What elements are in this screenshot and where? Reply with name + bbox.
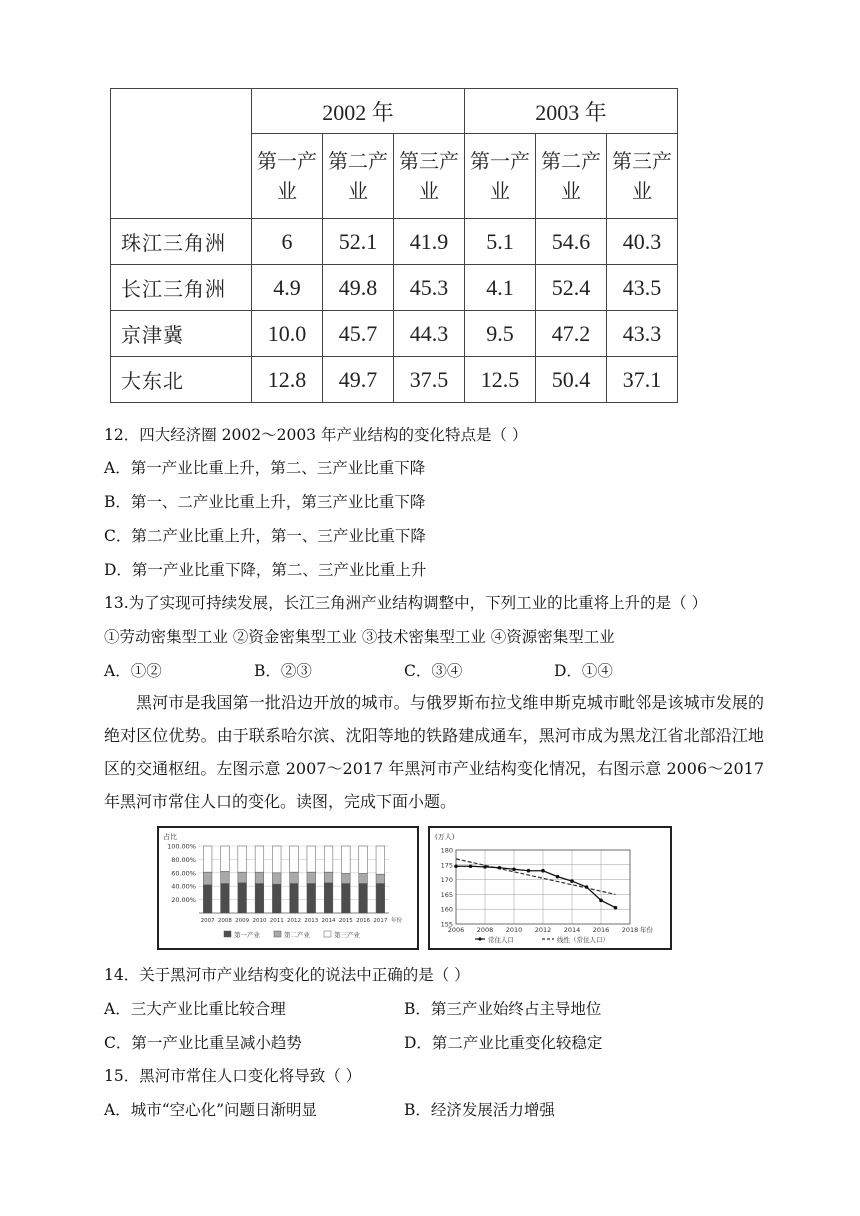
value-cell: 10.0 <box>252 311 323 357</box>
table-row <box>111 357 678 403</box>
data-point <box>570 879 574 883</box>
region-name-cell: 大东北 <box>111 357 252 403</box>
value-cell: 6 <box>252 219 323 265</box>
x-tick-label: 2017 <box>373 918 388 924</box>
passage-text: 黑河市是我国第一批沿边开放的城市。与俄罗斯布拉戈维申斯克城市毗邻是该城市发展的绝对区位优势。由于联系哈尔滨、沈阳等地的铁路建成通车，黑河市成为黑龙江省北部沿江地区的交通枢纽。左图示意 2007～2017 年黑河市产业结构变化情况，右图示意 2006～2017 年黑河市常住人口的变化。读图，完成下面小题。 <box>104 693 764 811</box>
region-name-cell: 珠江三角洲 <box>111 219 252 265</box>
q14-option-c: C．第一产业比重呈减小趋势 <box>104 1034 302 1052</box>
x-tick-label: 2011 <box>269 918 284 924</box>
y-tick-label: 100.00% <box>167 842 196 851</box>
value-cell: 12.8 <box>252 357 323 403</box>
bar-segment <box>342 846 351 873</box>
bar-segment <box>359 884 368 913</box>
bar-segment <box>324 846 333 872</box>
bar-segment <box>272 884 281 913</box>
y-tick-label: 60.00% <box>171 869 196 878</box>
q15-stem: 15．黑河市常住人口变化将导致（ ） <box>104 1067 362 1085</box>
y-tick-label: 175 <box>440 861 453 870</box>
x-tick-label: 2010 <box>252 918 267 924</box>
value-cell: 37.1 <box>607 357 678 403</box>
bar-segment <box>290 872 299 883</box>
bar-segment <box>342 873 351 883</box>
bar-segment <box>342 884 351 913</box>
y-tick-label: 80.00% <box>171 855 196 864</box>
value-cell: 43.5 <box>607 265 678 311</box>
q13-option-a: A．①② <box>104 662 162 680</box>
bar-segment <box>221 884 230 913</box>
y-tick-label: 155 <box>440 920 453 929</box>
bar-segment <box>376 884 385 913</box>
x-tick-label: 2015 <box>338 918 353 924</box>
q13-option-b: B．②③ <box>254 662 312 680</box>
y-axis-label: 占比 <box>163 833 177 841</box>
q12-stem: 12．四大经济圈 2002～2003 年产业结构的变化特点是（ ） <box>104 426 528 444</box>
table-row <box>111 219 678 265</box>
q14-option-d: D．第二产业比重变化较稳定 <box>404 1034 603 1052</box>
industry-bar-chart <box>157 826 419 950</box>
table-row <box>111 265 678 311</box>
bar-segment <box>272 873 281 884</box>
bar-segment <box>359 846 368 873</box>
value-cell: 5.1 <box>465 219 536 265</box>
industry-header-cell: 第三产业 <box>607 134 678 219</box>
x-tick-label: 2014 <box>321 918 336 924</box>
industry-header-cell: 第一产业 <box>465 134 536 219</box>
bar-segment <box>255 872 264 883</box>
x-tick-label: 2012 <box>534 926 552 934</box>
value-cell: 43.3 <box>607 311 678 357</box>
legend-label: 第三产业 <box>334 931 360 939</box>
value-cell: 45.7 <box>323 311 394 357</box>
industry-header-cell: 第一产业 <box>252 134 323 219</box>
industry-header-cell: 第三产业 <box>394 134 465 219</box>
x-tick-label: 2016 <box>356 918 371 924</box>
data-point <box>483 865 487 869</box>
x-axis-label: 年份 <box>640 926 653 934</box>
population-line-chart-svg <box>430 828 670 948</box>
legend-label: 第一产业 <box>234 931 260 939</box>
year-header-2002: 2002 年 <box>252 89 465 134</box>
bar-segment <box>221 846 230 871</box>
data-point <box>585 885 589 889</box>
y-tick-label: 165 <box>440 890 453 899</box>
value-cell: 44.3 <box>394 311 465 357</box>
industry-structure-table <box>110 88 678 403</box>
y-tick-label: 170 <box>440 876 453 885</box>
x-tick-label: 2008 <box>217 918 232 924</box>
value-cell: 40.3 <box>607 219 678 265</box>
q12-option-b: B．第一、二产业比重上升，第三产业比重下降 <box>104 493 426 511</box>
data-point <box>614 906 618 910</box>
table-corner-cell <box>111 89 252 219</box>
value-cell: 50.4 <box>536 357 607 403</box>
legend-swatch <box>224 931 231 937</box>
x-tick-label: 2013 <box>304 918 319 924</box>
value-cell: 54.6 <box>536 219 607 265</box>
bar-segment <box>203 872 212 885</box>
q14-option-a: A．三大产业比重比较合理 <box>104 1000 286 1018</box>
x-tick-label: 2016 <box>592 926 610 934</box>
bar-segment <box>307 884 316 913</box>
legend-label: 常住人口 <box>488 936 514 944</box>
y-axis-label: (万人) <box>435 833 455 841</box>
value-cell: 41.9 <box>394 219 465 265</box>
legend-label: 第二产业 <box>284 931 310 939</box>
legend-swatch <box>324 931 331 937</box>
data-point <box>556 875 560 879</box>
data-point <box>454 864 458 868</box>
x-tick-label: 2006 <box>447 926 465 934</box>
x-tick-label: 2014 <box>563 926 581 934</box>
bar-segment <box>290 846 299 872</box>
bar-segment <box>376 874 385 883</box>
q15-option-b: B．经济发展活力增强 <box>404 1101 555 1119</box>
y-tick-label: 180 <box>440 846 453 855</box>
bar-segment <box>290 884 299 913</box>
data-point <box>527 869 531 873</box>
bar-segment <box>307 846 316 872</box>
bar-segment <box>203 846 212 872</box>
region-name-cell: 长江三角洲 <box>111 265 252 311</box>
bar-segment <box>324 883 333 913</box>
value-cell: 49.7 <box>323 357 394 403</box>
value-cell: 49.8 <box>323 265 394 311</box>
bar-segment <box>255 884 264 913</box>
value-cell: 9.5 <box>465 311 536 357</box>
q12-option-c: C．第二产业比重上升，第一、三产业比重下降 <box>104 527 426 545</box>
data-point <box>469 864 473 868</box>
industry-header-cell: 第二产业 <box>536 134 607 219</box>
bar-segment <box>255 846 264 872</box>
population-line-chart <box>428 826 672 950</box>
q12-option-a: A．第一产业比重上升，第二、三产业比重下降 <box>104 459 426 477</box>
region-name-cell: 京津冀 <box>111 311 252 357</box>
value-cell: 4.1 <box>465 265 536 311</box>
x-tick-label: 2018 <box>621 926 639 934</box>
trend-line <box>456 859 616 895</box>
q13-items: ①劳动密集型工业 ②资金密集型工业 ③技术密集型工业 ④资源密集型工业 <box>104 628 615 646</box>
bar-segment <box>203 885 212 913</box>
bar-segment <box>238 846 247 872</box>
year-header-2003: 2003 年 <box>465 89 678 134</box>
bar-segment <box>238 883 247 913</box>
data-point <box>599 899 603 903</box>
bar-segment <box>307 872 316 883</box>
y-tick-label: 20.00% <box>171 896 196 905</box>
legend-swatch <box>274 931 281 937</box>
q13-stem: 13.为了实现可持续发展，长江三角洲产业结构调整中，下列工业的比重将上升的是（ ） <box>104 594 708 612</box>
bar-segment <box>221 871 230 883</box>
bar-segment <box>324 872 333 883</box>
q14-stem: 14．关于黑河市产业结构变化的说法中正确的是（ ） <box>104 966 470 984</box>
x-tick-label: 2010 <box>505 926 523 934</box>
bar-segment <box>272 846 281 873</box>
legend-label: 线性（常住人口） <box>557 936 609 944</box>
industry-header-cell: 第二产业 <box>323 134 394 219</box>
value-cell: 52.1 <box>323 219 394 265</box>
q14-option-b: B．第三产业始终占主导地位 <box>404 1000 602 1018</box>
x-tick-label: 2012 <box>287 918 301 924</box>
data-point <box>541 869 545 873</box>
data-point <box>512 867 516 871</box>
industry-bar-chart-svg <box>159 828 417 948</box>
value-cell: 37.5 <box>394 357 465 403</box>
value-cell: 52.4 <box>536 265 607 311</box>
value-cell: 45.3 <box>394 265 465 311</box>
bar-segment <box>376 846 385 874</box>
x-tick-label: 2007 <box>200 918 215 924</box>
population-line <box>456 866 616 907</box>
q15-option-a: A．城市“空心化”问题日渐明显 <box>104 1101 318 1119</box>
y-tick-label: 160 <box>440 905 453 914</box>
legend-marker <box>478 937 481 940</box>
data-point <box>498 866 502 870</box>
q13-option-c: C．③④ <box>404 662 463 680</box>
q13-option-d: D．①④ <box>554 662 613 680</box>
table-row <box>111 311 678 357</box>
x-axis-label: 年份 <box>391 918 403 924</box>
q12-option-d: D．第一产业比重下降，第二、三产业比重上升 <box>104 561 427 579</box>
y-tick-label: 40.00% <box>171 882 196 891</box>
x-tick-label: 2009 <box>235 918 250 924</box>
x-tick-label: 2008 <box>476 926 494 934</box>
bar-segment <box>238 872 247 883</box>
value-cell: 4.9 <box>252 265 323 311</box>
value-cell: 12.5 <box>465 357 536 403</box>
value-cell: 47.2 <box>536 311 607 357</box>
bar-segment <box>359 873 368 883</box>
